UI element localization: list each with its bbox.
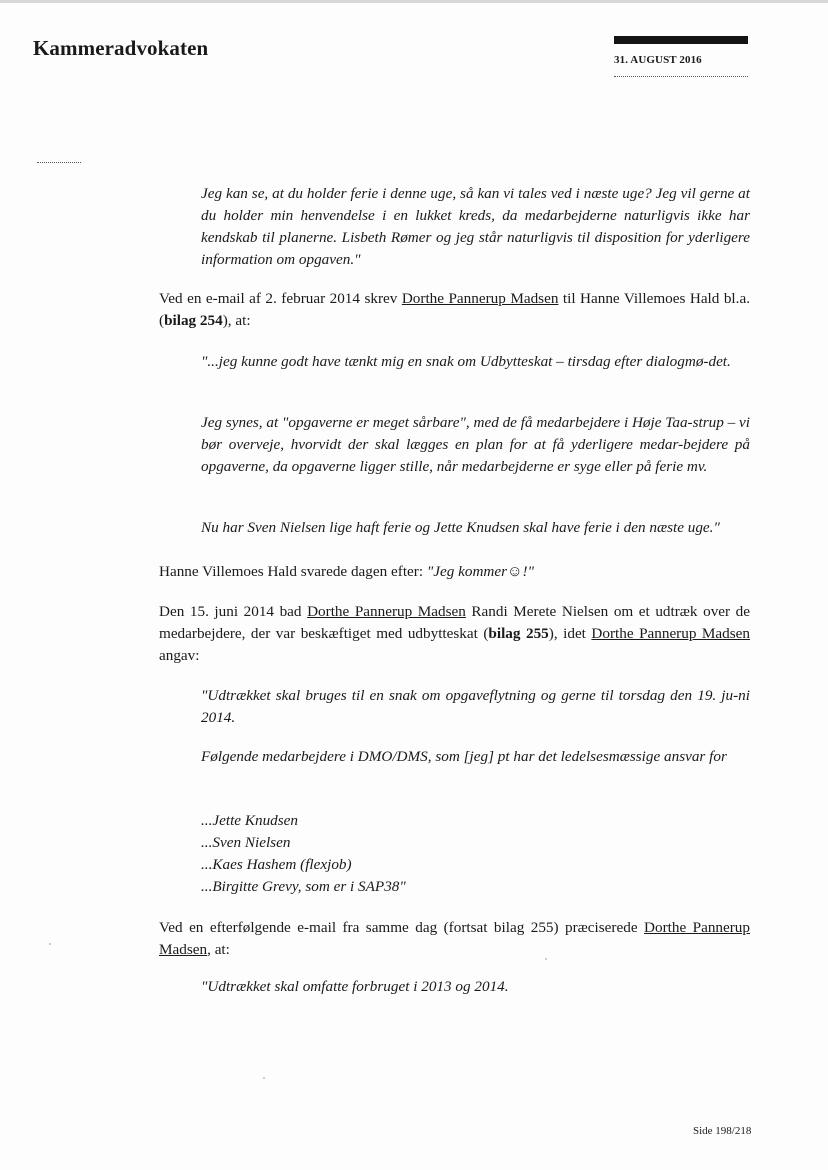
person-link-dorthe: Dorthe Pannerup Madsen <box>159 919 750 958</box>
date-dotted-rule <box>614 76 748 77</box>
employee-list <box>201 810 601 898</box>
quote-block-4: "Udtrækket skal omfatte forbruget i 2013 og 2014. <box>201 978 509 995</box>
scan-speck <box>49 943 51 945</box>
bilag-255: bilag 255 <box>488 625 549 642</box>
scan-speck <box>545 958 547 960</box>
list-item: ...Kaes Hashem (flexjob) <box>201 856 352 873</box>
quote-block-3a: "Udtrækket skal bruges til en snak om opgaveflytning og gerne til torsdag den 19. ju-ni 2014. <box>201 687 750 726</box>
person-link-dorthe: Dorthe Pannerup Madsen <box>401 290 559 307</box>
paragraph-3-post: angav: <box>159 647 200 664</box>
paragraph-3-mid2: ), idet <box>548 625 592 642</box>
bilag-254: bilag 254 <box>164 312 223 329</box>
page-number: Side 198/218 <box>693 1125 752 1137</box>
firm-name: Kammeradvokaten <box>33 36 209 60</box>
quote-block-1: Jeg kan se, at du holder ferie i denne uge, så kan vi tales ved i næste uge? Jeg vil gerne at du holder min henvendelse i en lukket kreds, da medarbejderne naturligvis ikke har kendskab til planerne. Lisbeth Rømer og jeg står naturligvis til disposition for yderligere information om opgaven." <box>201 185 750 268</box>
quote-block-2c: Nu har Sven Nielsen lige haft ferie og Jette Knudsen skal have ferie i den næste uge." <box>201 519 720 536</box>
paragraph-1-post: ), at: <box>222 312 251 329</box>
paragraph-2-quote: "Jeg kommer☺!" <box>426 563 534 580</box>
margin-dotted-rule <box>37 162 81 163</box>
paragraph-2 <box>159 561 750 583</box>
quote-block-2b: Jeg synes, at "opgaverne er meget sårbare", med de få medarbejdere i Høje Taa-strup – vi bør overveje, hvorvidt der skal lægges en plan for at få yderligere medar-bejdere på opgaverne, da opgaverne ligger stille, når medarbejderne er syge eller på ferie mv. <box>201 414 750 475</box>
paragraph-3-mid1: Randi Merete Nielsen om et udtræk over de medarbejdere, der var beskæftiget med udbytteskat ( <box>159 603 750 642</box>
paragraph-4-post: , at: <box>207 941 230 958</box>
paragraph-3 <box>159 601 750 667</box>
paragraph-4-pre: Ved en efterfølgende e-mail fra samme dag (fortsat bilag 255) præciserede <box>159 919 645 936</box>
person-link-dorthe: Dorthe Pannerup Madsen <box>307 603 466 620</box>
paragraph-2-pre: Hanne Villemoes Hald svarede dagen efter: <box>159 563 427 580</box>
paragraph-3-pre: Den 15. juni 2014 bad <box>159 603 308 620</box>
person-link-dorthe: Dorthe Pannerup Madsen <box>591 625 751 642</box>
list-item: ...Jette Knudsen <box>201 812 299 829</box>
paragraph-1 <box>159 288 750 332</box>
paragraph-1-pre: Ved en e-mail af 2. februar 2014 skrev <box>159 290 402 307</box>
list-item: ...Birgitte Grevy, som er i SAP38" <box>201 878 406 895</box>
quote-block-2a: "...jeg kunne godt have tænkt mig en snak om Udbytteskat – tirsdag efter dialogmø-det. <box>201 353 731 370</box>
paragraph-4 <box>159 917 750 961</box>
paragraph-1-mid: til Hanne Villemoes Hald bl.a. ( <box>159 290 750 329</box>
document-date: 31. AUGUST 2016 <box>614 54 702 66</box>
quote-block-3b: Følgende medarbejdere i DMO/DMS, som [jeg] pt har det ledelsesmæssige ansvar for <box>201 748 727 765</box>
page-top-edge <box>0 0 828 3</box>
list-item: ...Sven Nielsen <box>201 834 291 851</box>
header-rule <box>614 36 748 44</box>
scan-speck <box>263 1077 265 1079</box>
